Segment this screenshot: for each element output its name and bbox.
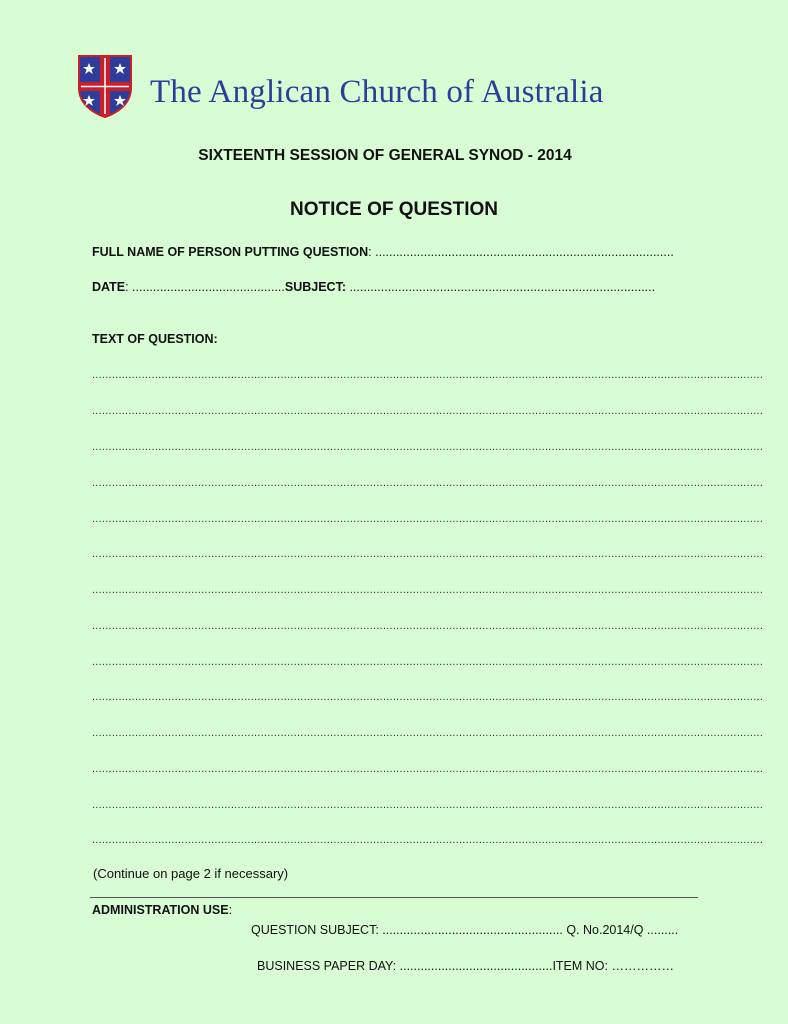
date-label: DATE — [92, 280, 126, 294]
anglican-crest-logo — [77, 54, 133, 118]
question-line[interactable]: ........................................................................................................................................................................................................... — [92, 477, 764, 489]
continue-note: (Continue on page 2 if necessary) — [93, 866, 289, 881]
subject-label: SUBJECT: — [284, 280, 346, 294]
session-heading: SIXTEENTH SESSION OF GENERAL SYNOD - 2014 — [198, 147, 572, 164]
form-title: NOTICE OF QUESTION — [290, 199, 498, 220]
question-line[interactable]: ........................................................................................................................................................................................................... — [92, 656, 764, 668]
divider — [90, 897, 698, 898]
question-line[interactable]: ........................................................................................................................................................................................................... — [92, 763, 764, 775]
text-of-question-label — [92, 332, 218, 346]
administration-use-heading — [92, 903, 232, 917]
date-subject-row — [92, 280, 655, 294]
question-line[interactable]: ........................................................................................................................................................................................................... — [92, 405, 764, 417]
administration-use-label: ADMINISTRATION USE — [92, 903, 229, 917]
question-line[interactable]: ........................................................................................................................................................................................................... — [92, 548, 764, 560]
question-line[interactable]: ........................................................................................................................................................................................................... — [92, 584, 764, 596]
question-subject-field[interactable]: QUESTION SUBJECT: .................................................... Q. No.2014/Q ......... — [251, 923, 679, 937]
administration-use-colon: : — [228, 903, 233, 917]
business-paper-day-field[interactable]: BUSINESS PAPER DAY: ............................................ITEM NO: …………… — [257, 959, 674, 973]
question-line[interactable]: ........................................................................................................................................................................................................... — [92, 691, 764, 703]
organization-name: The Anglican Church of Australia — [150, 74, 604, 110]
date-input-line[interactable]: : ............................................ — [125, 280, 285, 294]
question-line[interactable]: ........................................................................................................................................................................................................... — [92, 834, 764, 846]
question-line[interactable]: ........................................................................................................................................................................................................... — [92, 513, 764, 525]
question-line[interactable]: ........................................................................................................................................................................................................... — [92, 369, 764, 381]
subject-input-line[interactable]: ........................................................................................ — [346, 280, 656, 294]
question-line[interactable]: ........................................................................................................................................................................................................... — [92, 620, 764, 632]
question-line[interactable]: ........................................................................................................................................................................................................... — [92, 727, 764, 739]
question-line[interactable]: ........................................................................................................................................................................................................... — [92, 799, 764, 811]
full-name-input-line[interactable]: : ...................................................................................... — [368, 245, 674, 259]
question-line[interactable]: ........................................................................................................................................................................................................... — [92, 441, 764, 453]
full-name-label: FULL NAME OF PERSON PUTTING QUESTION — [92, 245, 369, 259]
text-of-question-heading: TEXT OF QUESTION: — [92, 332, 218, 346]
full-name-field[interactable] — [92, 245, 674, 259]
